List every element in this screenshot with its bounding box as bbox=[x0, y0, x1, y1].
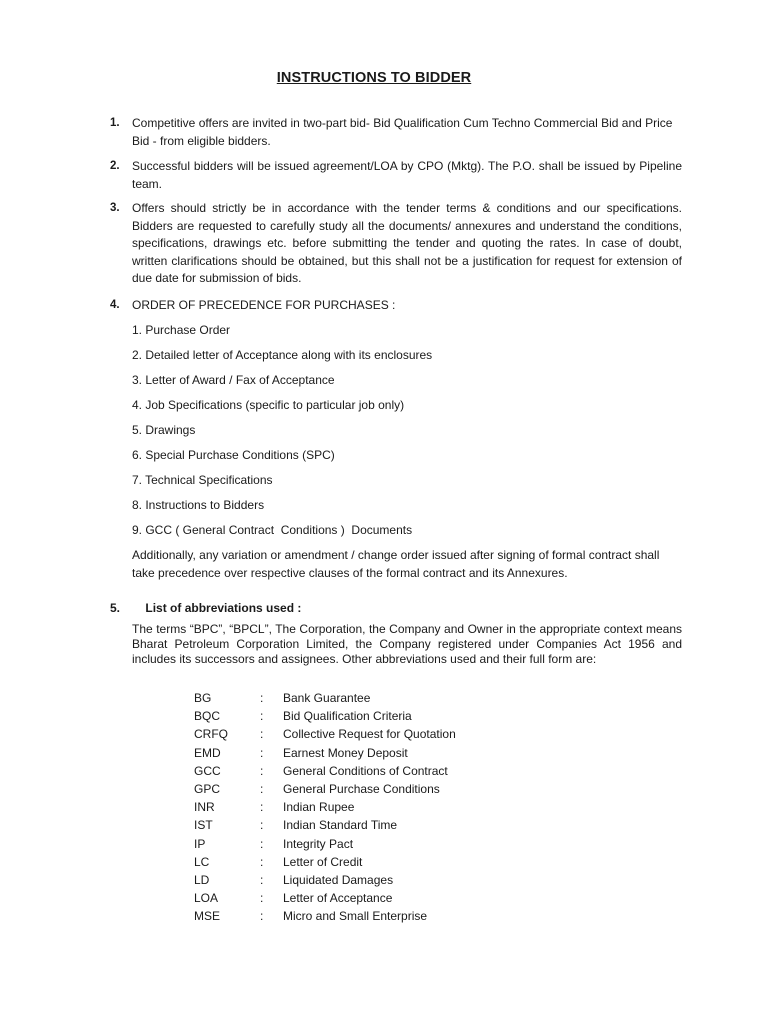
precedence-item: 3. Letter of Award / Fax of Acceptance bbox=[132, 373, 335, 387]
precedence-item: 1. Purchase Order bbox=[132, 323, 231, 337]
abbreviation-separator: : bbox=[260, 854, 264, 869]
abbreviation-code: EMD bbox=[194, 745, 221, 760]
instruction-item-2 bbox=[110, 158, 682, 193]
abbreviation-code: LC bbox=[194, 854, 210, 869]
item-text: Offers should strictly be in accordance with the tender terms & conditions and our specifications. Bidders are requested to carefully study all the documents/ annexures and understand the conditions, specifications, drawings etc. before submitting the tender and quoting the rates. In case of doubt, written clarifications should be obtained, but this shall not be a justification for request for extension of due date for submission of bids. bbox=[132, 201, 682, 285]
abbreviation-code: MSE bbox=[194, 909, 221, 924]
precedence-item: 5. Drawings bbox=[132, 423, 196, 437]
precedence-item: 6. Special Purchase Conditions (SPC) bbox=[132, 448, 335, 462]
abbreviation-row bbox=[194, 780, 456, 798]
abbreviation-code: BG bbox=[194, 691, 212, 705]
abbreviation-code: GPC bbox=[194, 781, 221, 796]
abbreviation-separator: : bbox=[260, 763, 264, 778]
precedence-item: 2. Detailed letter of Acceptance along with its enclosures bbox=[132, 348, 433, 362]
abbreviation-code: CRFQ bbox=[194, 727, 228, 742]
precedence-note: Additionally, any variation or amendment / change order issued after signing of formal contract shall take precedence over respective clauses of the formal contract and its Annexures. bbox=[132, 548, 660, 580]
abbreviation-full-form: Earnest Money Deposit bbox=[283, 745, 408, 760]
abbreviation-row bbox=[194, 725, 456, 743]
item-text: Competitive offers are invited in two-part bid- Bid Qualification Cum Techno Commercial Bid and Price Bid - from eligible bidders. bbox=[132, 116, 673, 148]
abbreviation-full-form: Indian Rupee bbox=[283, 800, 355, 815]
abbreviation-code: LD bbox=[194, 872, 210, 887]
abbreviation-row bbox=[194, 816, 456, 834]
abbreviation-separator: : bbox=[260, 745, 264, 760]
abbreviation-separator: : bbox=[260, 800, 264, 815]
abbreviation-full-form: Bid Qualification Criteria bbox=[283, 709, 412, 724]
abbreviation-separator: : bbox=[260, 872, 264, 887]
abbreviation-code: INR bbox=[194, 800, 215, 815]
item-text: ORDER OF PRECEDENCE FOR PURCHASES : bbox=[132, 298, 396, 312]
precedence-item: 8. Instructions to Bidders bbox=[132, 498, 265, 512]
abbreviation-code: IP bbox=[194, 836, 206, 851]
abbreviation-full-form: Bank Guarantee bbox=[283, 691, 371, 705]
abbreviation-separator: : bbox=[260, 909, 264, 924]
instruction-item-4 bbox=[110, 297, 682, 315]
abbreviation-full-form: General Conditions of Contract bbox=[283, 763, 448, 778]
abbreviation-separator: : bbox=[260, 818, 264, 833]
abbreviation-separator: : bbox=[260, 781, 264, 796]
precedence-item: 7. Technical Specifications bbox=[132, 473, 273, 487]
abbreviation-code: BQC bbox=[194, 709, 221, 724]
item-number: 4. bbox=[110, 299, 120, 311]
abbreviation-row bbox=[194, 889, 456, 907]
terms-paragraph: The terms “BPC”, “BPCL”, The Corporation, the Company and Owner in the appropriate context means Bharat Petroleum Corporation Limited, the Company registered under Companies Act 1956 and includes its successors and assignees. Other abbreviations used and their full form are: bbox=[132, 622, 682, 666]
abbreviation-separator: : bbox=[260, 709, 264, 724]
abbreviation-row bbox=[194, 744, 456, 762]
abbreviation-full-form: Collective Request for Quotation bbox=[283, 727, 456, 742]
instruction-item-1 bbox=[110, 115, 682, 150]
abbreviation-separator: : bbox=[260, 691, 264, 705]
abbreviation-separator: : bbox=[260, 836, 264, 851]
section-title: List of abbreviations used : bbox=[145, 601, 302, 615]
abbreviation-row bbox=[194, 689, 456, 707]
abbreviation-separator: : bbox=[260, 727, 264, 742]
abbreviation-row bbox=[194, 853, 456, 871]
abbreviation-row bbox=[194, 907, 456, 925]
precedence-item: 4. Job Specifications (specific to particular job only) bbox=[132, 398, 405, 412]
abbreviation-row bbox=[194, 871, 456, 889]
item-number: 2. bbox=[110, 160, 120, 172]
abbreviation-list bbox=[194, 689, 456, 925]
item-number: 3. bbox=[110, 202, 120, 214]
abbreviation-full-form: Micro and Small Enterprise bbox=[283, 909, 428, 924]
abbreviation-separator: : bbox=[260, 891, 264, 906]
instruction-item-3 bbox=[110, 200, 682, 288]
abbreviation-code: IST bbox=[194, 818, 213, 833]
abbreviation-row bbox=[194, 707, 456, 725]
section-number: 5. bbox=[110, 601, 121, 615]
precedence-item: 9. GCC ( General Contract Conditions ) Documents bbox=[132, 523, 413, 537]
abbreviation-full-form: Letter of Acceptance bbox=[283, 891, 393, 906]
abbreviation-full-form: Letter of Credit bbox=[283, 854, 363, 869]
abbreviation-full-form: Integrity Pact bbox=[283, 836, 354, 851]
item-text: Successful bidders will be issued agreement/LOA by CPO (Mktg). The P.O. shall be issued by Pipeline team. bbox=[132, 159, 682, 191]
abbreviation-code: LOA bbox=[194, 891, 219, 906]
document-title: INSTRUCTIONS TO BIDDER bbox=[276, 70, 472, 86]
abbreviation-row bbox=[194, 762, 456, 780]
abbreviation-full-form: Liquidated Damages bbox=[283, 872, 394, 887]
item-number: 1. bbox=[110, 117, 120, 129]
abbreviation-row bbox=[194, 835, 456, 853]
abbreviation-code: GCC bbox=[194, 763, 221, 778]
abbreviation-full-form: General Purchase Conditions bbox=[283, 781, 440, 796]
section-5-heading bbox=[110, 601, 301, 615]
abbreviation-full-form: Indian Standard Time bbox=[283, 818, 398, 833]
abbreviation-row bbox=[194, 798, 456, 816]
